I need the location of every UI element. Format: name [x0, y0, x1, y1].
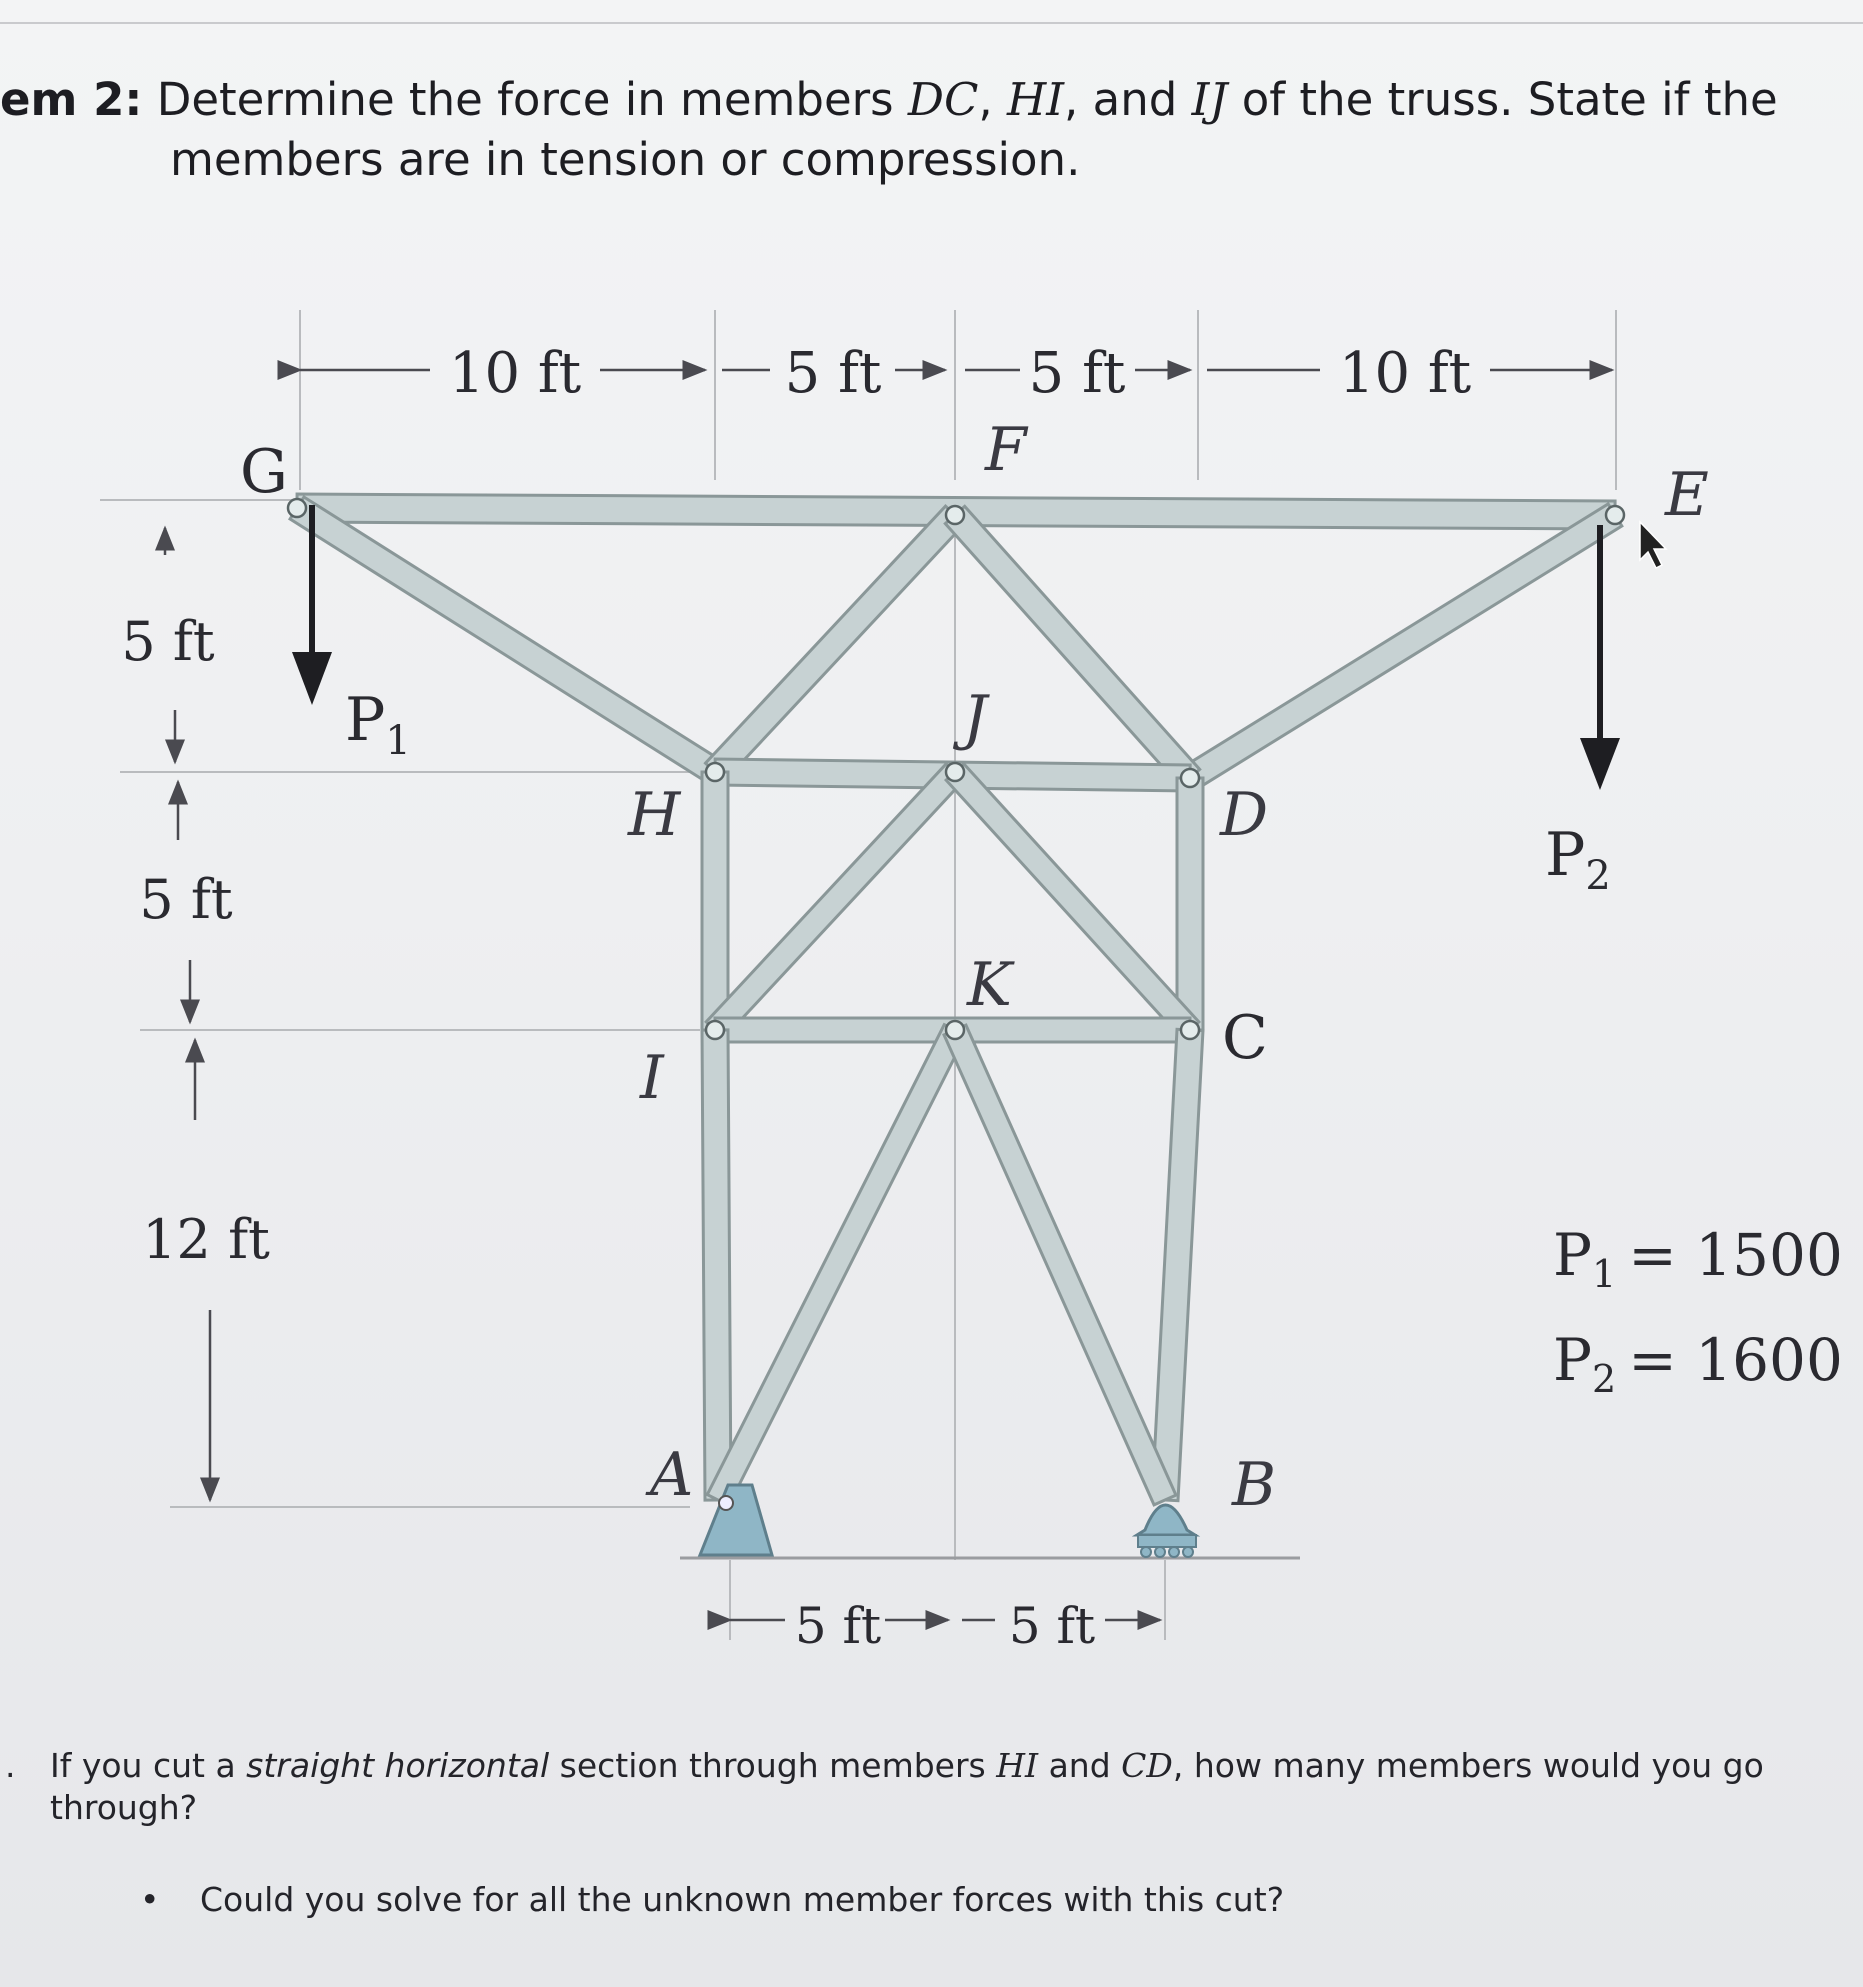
- pin-k: [946, 1021, 964, 1039]
- problem-text: Determine the force in members: [156, 73, 908, 126]
- pin-d: [1181, 769, 1199, 787]
- member-hi: HI: [1007, 73, 1065, 126]
- problem-number: em 2:: [0, 73, 143, 126]
- member-ia: [702, 1030, 731, 1500]
- member-cd-ref: CD: [1121, 1746, 1173, 1785]
- pin-h: [706, 763, 724, 781]
- node-label-j: J: [963, 683, 988, 753]
- sub-question: [140, 1880, 1284, 1919]
- node-label-g: G: [240, 437, 288, 507]
- member-kb: [944, 1025, 1176, 1505]
- member-ij: IJ: [1191, 73, 1228, 126]
- load-p2-label: [1545, 820, 1611, 899]
- member-hi: [702, 772, 728, 1030]
- given-p1-subscript: 1: [1592, 1252, 1617, 1296]
- dim-top-2: 5 ft: [784, 341, 882, 406]
- given-p2-subscript: 2: [1592, 1357, 1617, 1401]
- given-p2-value: = 1600: [1628, 1326, 1843, 1394]
- separator: , and: [1064, 73, 1192, 126]
- given-p1-name: P: [1553, 1221, 1593, 1289]
- node-label-a: A: [650, 1440, 694, 1510]
- member-dc: DC: [907, 73, 979, 126]
- question-bullet: .: [5, 1746, 16, 1785]
- member-ed: [1183, 504, 1622, 789]
- pin-i: [706, 1021, 724, 1039]
- sub-bullet-dot: •: [140, 1880, 160, 1919]
- load-p1-subscript: 1: [385, 718, 411, 764]
- question-block: [0, 1745, 1860, 1829]
- dim-top-1: 10 ft: [448, 341, 582, 406]
- dimension-lines-left: [165, 528, 210, 1500]
- load-p2-subscript: 2: [1585, 853, 1611, 899]
- node-label-d: D: [1220, 780, 1269, 850]
- node-label-k: K: [967, 950, 1012, 1020]
- node-label-e: E: [1665, 460, 1709, 530]
- node-label-b: B: [1232, 1450, 1277, 1520]
- node-label-h: H: [628, 780, 681, 850]
- problem-text: of the truss. State if the: [1227, 73, 1778, 126]
- member-fh: [705, 506, 964, 781]
- dim-left-3: 12 ft: [142, 1208, 270, 1271]
- question-text-part: and: [1038, 1746, 1122, 1785]
- sub-question-text: Could you solve for all the unknown member forces with this cut?: [200, 1880, 1285, 1919]
- node-label-f: F: [985, 415, 1027, 485]
- member-ka: [707, 1025, 965, 1506]
- given-p2: [1553, 1326, 1843, 1401]
- pin-g: [288, 499, 306, 517]
- member-hi-ref: HI: [996, 1746, 1039, 1785]
- given-p1: [1553, 1221, 1843, 1296]
- problem-line-2: members are in tension or compression.: [170, 133, 1081, 186]
- member-ji: [706, 764, 964, 1038]
- mouse-cursor-icon: [1640, 522, 1666, 568]
- pin-c: [1181, 1021, 1199, 1039]
- question-text-part: , how many members would you go through?: [50, 1746, 1764, 1827]
- member-dc: [1177, 778, 1203, 1030]
- question-text: [50, 1745, 1810, 1829]
- member-cb: [1152, 1029, 1203, 1500]
- node-label-i: I: [640, 1043, 664, 1113]
- question-text-part: If you cut a: [50, 1746, 247, 1785]
- question-text-part: section through members: [549, 1746, 997, 1785]
- dim-bottom-1: 5 ft: [794, 1597, 882, 1655]
- load-p2-name: P: [1545, 820, 1586, 890]
- dim-left-2: 5 ft: [139, 868, 233, 931]
- load-p1-label: [345, 685, 411, 764]
- dim-left-1: 5 ft: [121, 610, 215, 673]
- given-p1-value: = 1500: [1628, 1221, 1843, 1289]
- pin-j: [946, 763, 964, 781]
- load-p1-name: P: [345, 685, 386, 755]
- given-p2-name: P: [1553, 1326, 1593, 1394]
- load-p2-arrow: [1580, 525, 1620, 790]
- support-b: [1137, 1505, 1196, 1557]
- dim-top-3: 5 ft: [1028, 341, 1126, 406]
- dim-top-4: 10 ft: [1338, 341, 1472, 406]
- node-label-c: C: [1222, 1003, 1268, 1073]
- dim-bottom-2: 5 ft: [1008, 1597, 1096, 1655]
- separator: ,: [978, 73, 1008, 126]
- pin-e: [1606, 506, 1624, 524]
- question-emphasis: straight horizontal: [246, 1746, 550, 1785]
- pin-f: [946, 506, 964, 524]
